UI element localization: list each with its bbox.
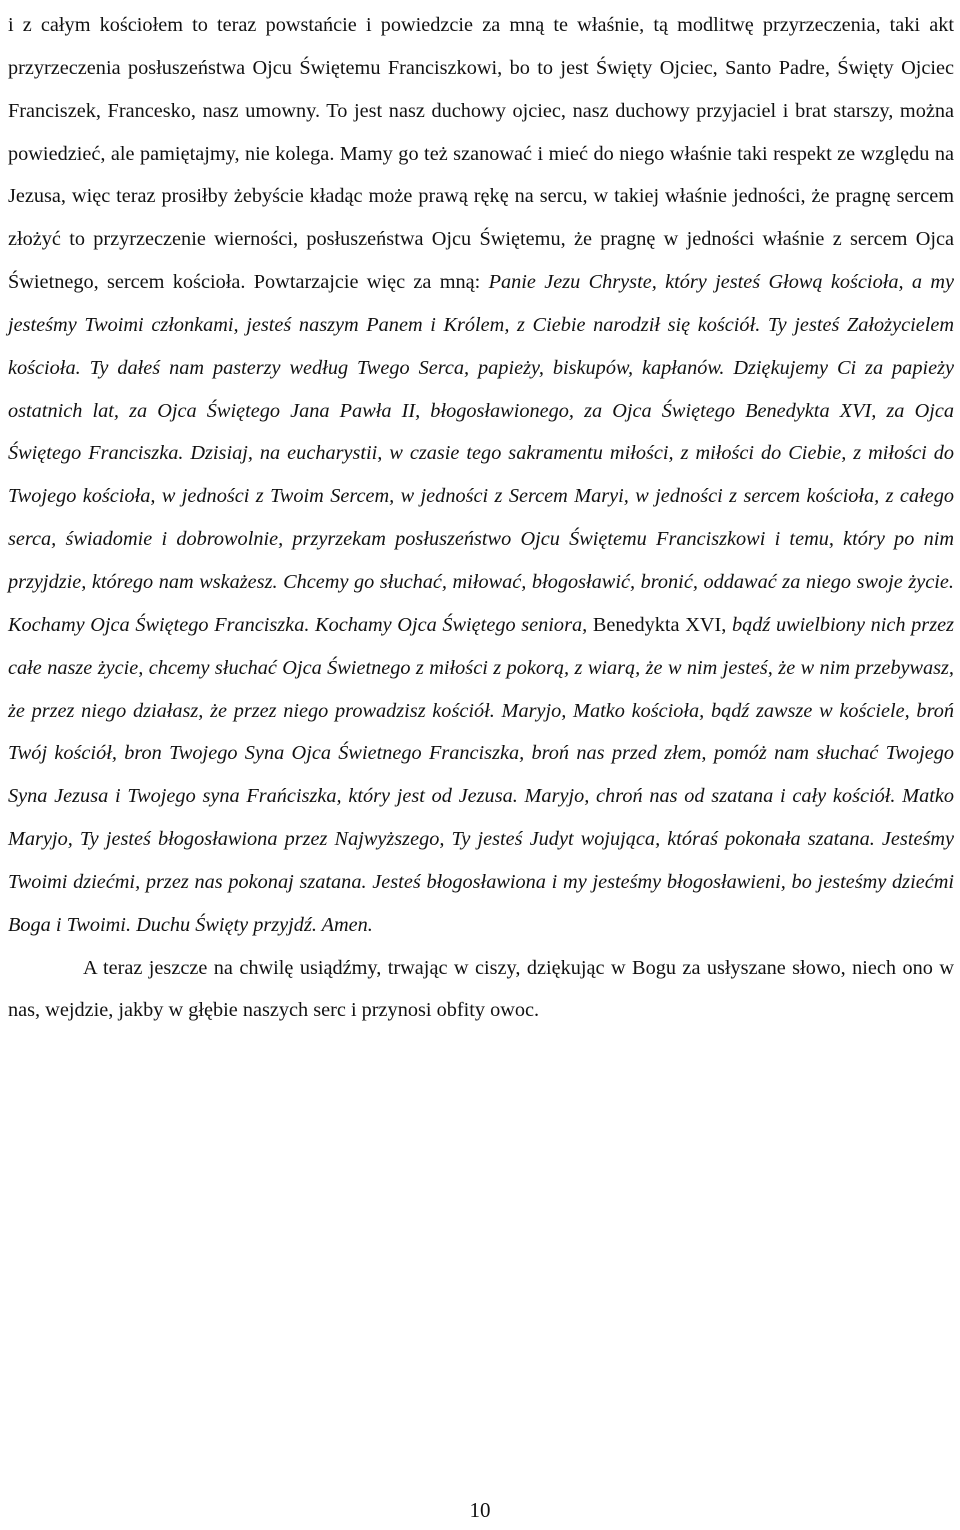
document-body bbox=[8, 4, 954, 1032]
closing-paragraph: A teraz jeszcze na chwilę usiądźmy, trwając w ciszy, dziękując w Bogu za usłyszane słowo, niech ono w nas, wejdzie, jakby w głębie naszych serc i przynosi obfity owoc. bbox=[8, 956, 954, 1022]
page-number: 10 bbox=[469, 1498, 491, 1522]
prayer-paragraph bbox=[8, 4, 954, 947]
paragraph-text-upright: Benedykta XVI, bbox=[592, 613, 732, 636]
paragraph-text: i z całym kościołem to teraz powstańcie i powiedzcie za mną te właśnie, tą modlitwę przyrzeczenia, taki akt przyrzeczenia posłuszeństwa Ojcu Świętemu Franciszkowi, bo to jest Święty Ojciec, Santo Padre, Święty Ojciec Franciszek, Francesko, nasz umowny. To jest nasz duchowy ojciec, nasz duchowy przyjaciel i brat starszy, można powiedzieć, ale pamiętajmy, nie kolega. Mamy go też szanować i mieć do niego właśnie taki respekt ze względu na Jezusa, więc teraz prosiłby żebyście kładąc może prawą rękę na sercu, w takiej właśnie jedności, że pragnę sercem złożyć to przyrzeczenie wierności, posłuszeństwa Ojcu Świętemu, że pragnę w jedności właśnie z sercem Ojca Świetnego, sercem kościoła. Powtarzajcie więc za mną: bbox=[8, 14, 954, 294]
prayer-text-italic-continued: bądź uwielbiony nich przez całe nasze życie, chcemy słuchać Ojca Świetnego z miłości z pokorą, z wiarą, że w nim jesteś, że w nim przebywasz, że przez niego działasz, że przez niego prowadzisz kościół. Maryjo, Matko kościoła, bądź zawsze w kościele, broń Twój kościół, bron Twojego Syna Ojca Świetnego Franciszka, broń nas przed złem, pomóż nam słuchać Twojego Syna Jezusa i Twojego syna Frańciszka, który jest od Jezusa. Maryjo, chroń nas od szatana i cały kościół. Matko Maryjo, Ty jesteś błogosławiona przez Najwyższego, Ty jesteś Judyt wojująca, któraś pokonała szatana. Jesteśmy Twoimi dziećmi, przez nas pokonaj szatana. Jesteś błogosławiona i my jesteśmy błogosławieni, bo jesteśmy dziećmi Boga i Twoimi. Duchu Święty przyjdź. Amen. bbox=[8, 613, 954, 936]
prayer-text-italic: Panie Jezu Chryste, który jesteś Głową kościoła, a my jesteśmy Twoimi członkami, jesteś naszym Panem i Królem, z Ciebie narodził się kościół. Ty jesteś Założycielem kościoła. Ty dałeś nam pasterzy według Twego Serca, papieży, biskupów, kapłanów. Dziękujemy Ci za papieży ostatnich lat, za Ojca Świętego Jana Pawła II, błogosławionego, za Ojca Świętego Benedykta XVI, za Ojca Świętego Franciszka. Dzisiaj, na eucharystii, w czasie tego sakramentu miłości, z miłości do Ciebie, z miłości do Twojego kościoła, w jedności z Twoim Sercem, w jedności z Sercem Maryi, w jedności z sercem kościoła, z całego serca, świadomie i dobrowolnie, przyrzekam posłuszeństwo Ojcu Świętemu Franciszkowi i temu, który po nim przyjdzie, którego nam wskażesz. Chcemy go słuchać, miłować, błogosławić, bronić, oddawać za niego swoje życie. Kochamy Ojca Świętego Franciszka. Kochamy Ojca Świętego seniora, bbox=[8, 271, 954, 636]
